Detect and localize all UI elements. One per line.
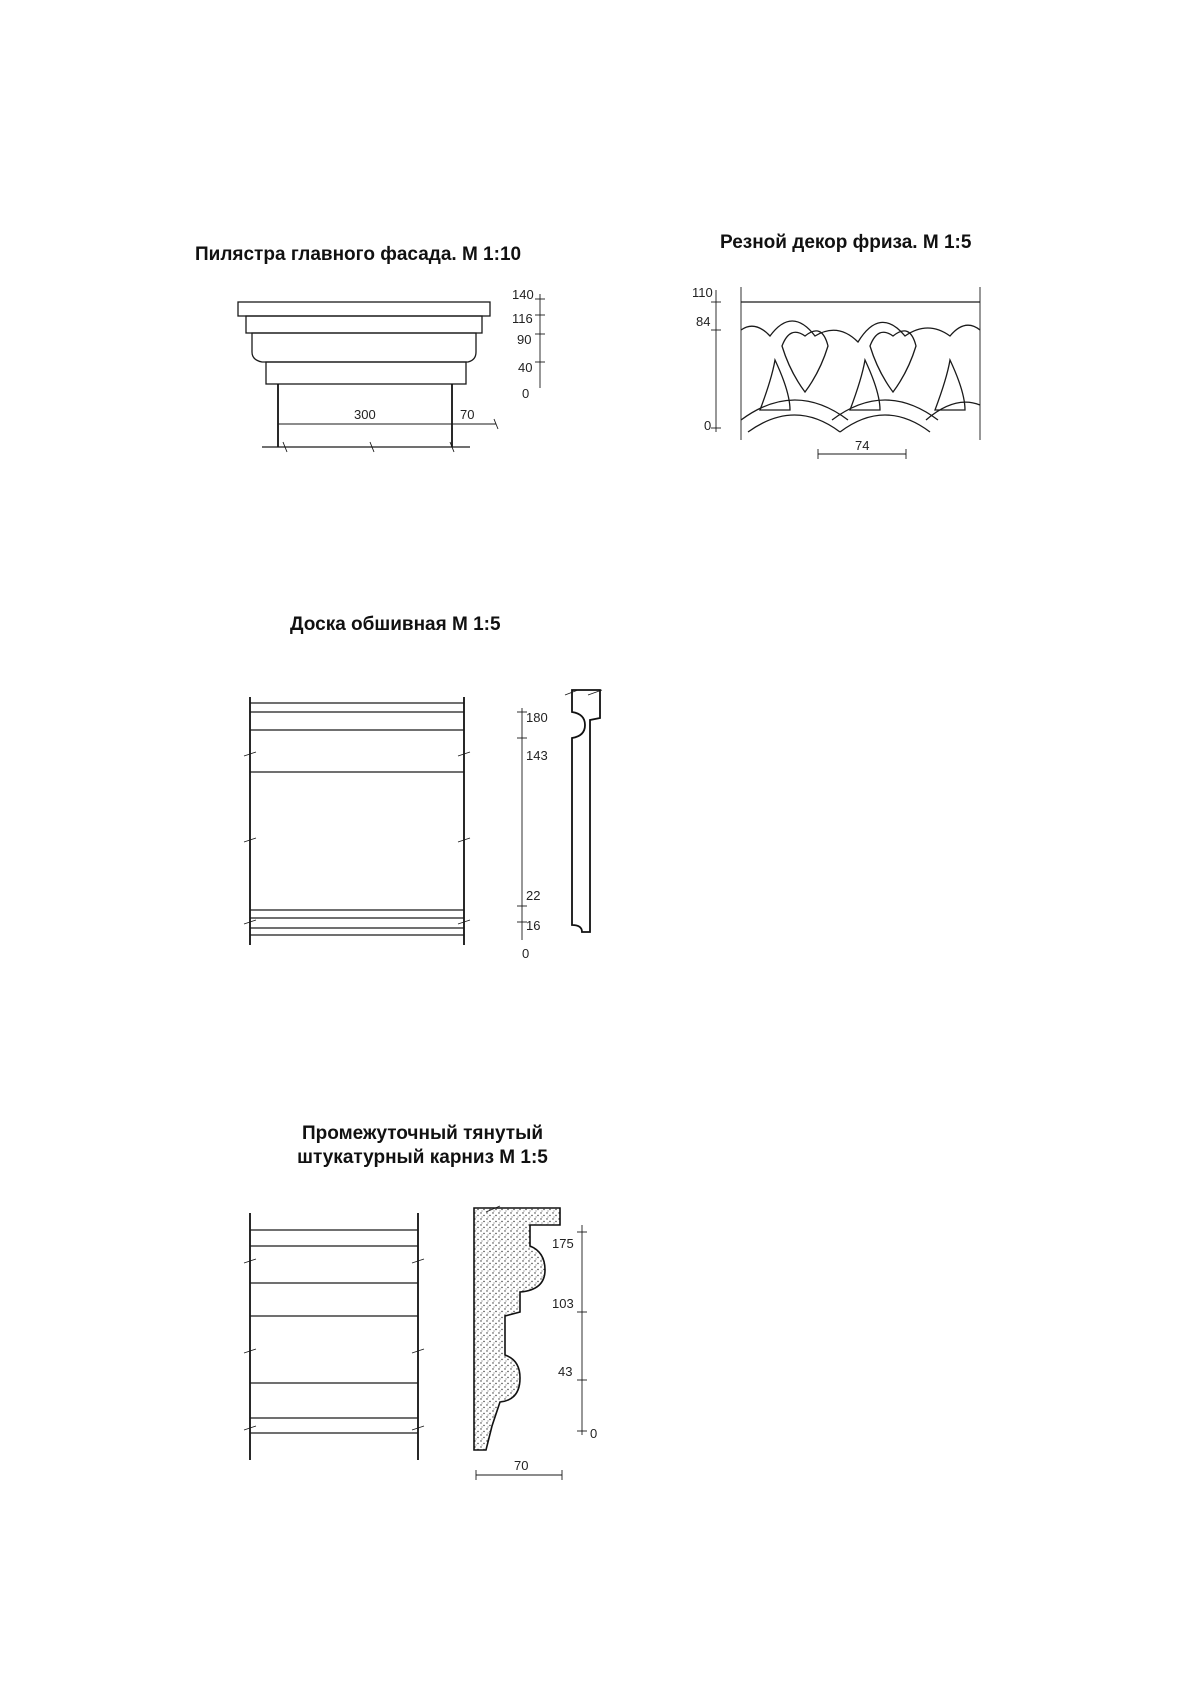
pilaster-dim-0: 0	[522, 386, 530, 401]
board-dim-0: 0	[522, 946, 530, 961]
pilaster-dim-140: 140	[512, 287, 534, 302]
board-dim-180: 180	[526, 710, 548, 725]
cornice-width-70: 70	[514, 1458, 529, 1473]
frieze-width-74: 74	[855, 438, 870, 453]
pilaster-title: Пилястра главного фасада. М 1:10	[195, 244, 522, 265]
pilaster-dim-116: 116	[512, 311, 533, 326]
cornice-title-line2: штукатурный карниз М 1:5	[297, 1147, 548, 1168]
board-dim-143: 143	[526, 748, 548, 763]
board-dim-16: 16	[526, 918, 541, 933]
frieze-dim-110: 110	[692, 285, 713, 300]
pilaster-offset-70: 70	[460, 407, 475, 422]
frieze-dim-0: 0	[704, 418, 712, 433]
cornice-section	[474, 1206, 560, 1450]
cornice-dim-175: 175	[552, 1236, 574, 1251]
pilaster-width-300: 300	[354, 407, 376, 422]
pilaster-dim-40: 40	[518, 360, 533, 375]
cornice-dim-43: 43	[558, 1364, 573, 1379]
cornice-dim-103: 103	[552, 1296, 574, 1311]
board-dim-22: 22	[526, 888, 541, 903]
frieze-dim-84: 84	[696, 314, 711, 329]
frieze-title: Резной декор фриза. М 1:5	[720, 232, 972, 253]
cornice-title-line1: Промежуточный тянутый	[301, 1123, 544, 1144]
pilaster-dim-90: 90	[517, 332, 532, 347]
cornice-dim-0: 0	[590, 1426, 598, 1441]
board-title: Доска обшивная М 1:5	[290, 614, 501, 635]
cornice-elevation	[244, 1213, 424, 1460]
